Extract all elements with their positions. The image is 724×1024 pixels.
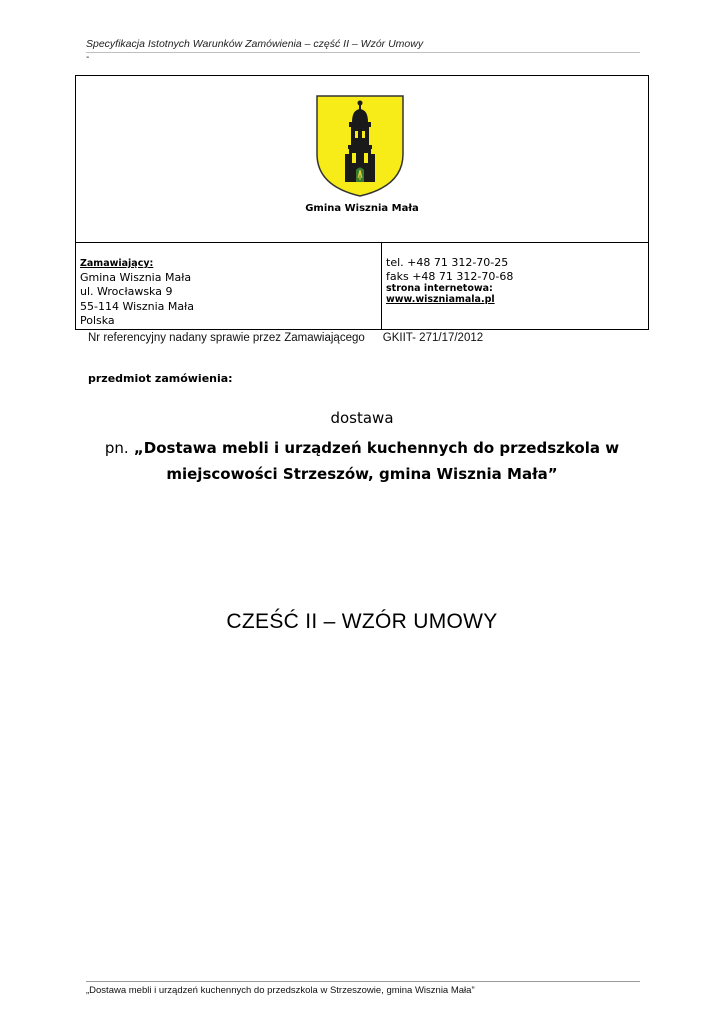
title-page-box bbox=[75, 75, 649, 330]
reference-text: Nr referencyjny nadany sprawie przez Zamawiającego bbox=[88, 332, 365, 344]
footer-divider bbox=[86, 981, 640, 982]
contracting-party-cell bbox=[76, 243, 382, 329]
website-link[interactable]: www.wiszniamala.pl bbox=[386, 294, 495, 305]
subject-label: przedmiot zamówienia: bbox=[88, 372, 233, 385]
page-footer: „Dostawa mebli i urządzeń kuchennych do przedszkola w Strzeszowie, gmina Wisznia Mała” bbox=[86, 985, 475, 996]
phone-number: tel. +48 71 312-70-25 bbox=[386, 256, 509, 269]
coat-of-arms-icon bbox=[315, 94, 405, 198]
contact-cell bbox=[382, 243, 648, 329]
order-title bbox=[90, 435, 634, 487]
gmina-label: Gmina Wisznia Mała bbox=[305, 203, 419, 214]
address-line: ul. Wrocławska 9 bbox=[80, 285, 173, 299]
logo-row bbox=[76, 76, 648, 243]
contracting-party-label: Zamawiający: bbox=[80, 258, 154, 269]
header-dash: - bbox=[86, 52, 90, 63]
part-title: CZEŚĆ II – WZÓR UMOWY bbox=[226, 610, 498, 633]
reference-code: GKIIT- 271/17/2012 bbox=[382, 332, 484, 344]
title-prefix: pn. bbox=[104, 439, 129, 457]
reference-row bbox=[88, 332, 483, 344]
title-text: „Dostawa mebli i urządzeń kuchennych do przedszkola w miejscowości Strzeszów, gmina Wisznia Mała” bbox=[133, 439, 620, 483]
website-label: strona internetowa: bbox=[386, 283, 493, 294]
address-line: 55-114 Wisznia Mała bbox=[80, 299, 195, 313]
order-type: dostawa bbox=[330, 409, 394, 427]
address-line: Gmina Wisznia Mała bbox=[80, 271, 192, 285]
running-header: Specyfikacja Istotnych Warunków Zamówienia – część II – Wzór Umowy bbox=[86, 38, 640, 53]
fax-number: faks +48 71 312-70-68 bbox=[386, 269, 514, 283]
address-line: Polska bbox=[80, 313, 115, 327]
